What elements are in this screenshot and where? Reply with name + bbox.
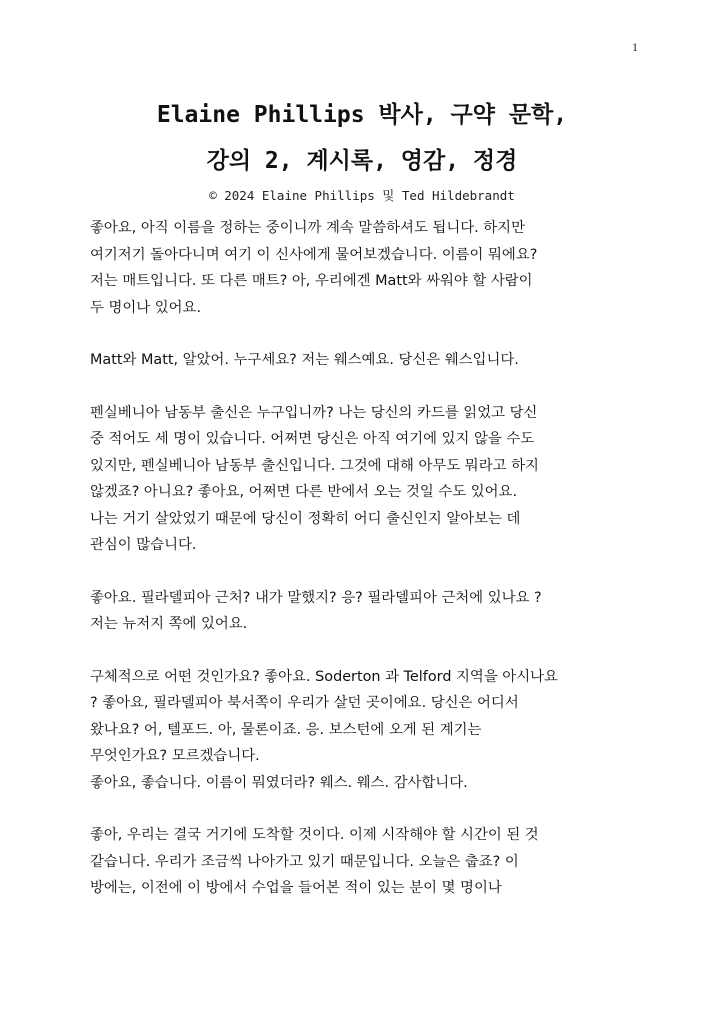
- text-line: 무엇인가요? 모르겠습니다.: [90, 748, 260, 764]
- text-line: 같습니다. 우리가 조금씩 나아가고 있기 때문입니다. 오늘은 춥죠? 이: [90, 853, 519, 870]
- text-line: 펜실베니아 남동부 출신은 누구입니까? 나는 당신의 카드를 읽었고 당신: [90, 404, 538, 421]
- text-line: 좋아, 우리는 결국 거기에 도착할 것이다. 이제 시작해야 할 시간이 된 것: [90, 827, 539, 843]
- text-line: 좋아요, 좋습니다. 이름이 뭐였더라? 웨스. 웨스. 감사합니다.: [90, 774, 468, 791]
- paragraph-1: [90, 215, 640, 321]
- document-body: [90, 215, 640, 902]
- text-line: 좋아요, 아직 이름을 정하는 중이니까 계속 말씀하셔도 됩니다. 하지만: [90, 220, 525, 236]
- text-line: 관심이 많습니다.: [90, 537, 197, 553]
- paragraph-2: [90, 347, 640, 374]
- paragraph-6: [90, 822, 640, 902]
- text-line: 중 적어도 세 명이 있습니다. 어쩌면 당신은 아직 여기에 있지 않을 수도: [90, 431, 535, 447]
- copyright-notice: © 2024 Elaine Phillips 및 Ted Hildebrandt: [209, 188, 515, 203]
- text-line: 여기저기 돌아다니며 여기 이 신사에게 물어보겠습니다. 이름이 뭐에요?: [90, 246, 538, 263]
- text-line: 있지만, 펜실베니아 남동부 출신입니다. 그것에 대해 아무도 뭐라고 하지: [90, 457, 539, 474]
- text-line: 나는 거기 살았었기 때문에 당신이 정확히 어디 출신인지 알아보는 데: [90, 510, 521, 527]
- paragraph-5: [90, 664, 640, 797]
- page-number: 1: [632, 40, 638, 54]
- document-title-line-1: Elaine Phillips 박사, 구약 문학,: [156, 102, 568, 128]
- text-line: 방에는, 이전에 이 방에서 수업을 들어본 적이 있는 분이 몇 명이나: [90, 880, 502, 896]
- text-line: 왔나요? 어, 텔포드. 아, 물론이죠. 응. 보스턴에 오게 된 계기는: [90, 721, 482, 738]
- text-line: 두 명이나 있어요.: [90, 299, 202, 316]
- text-line: 좋아요. 필라델피아 근처? 내가 말했지? 응? 필라델피아 근처에 있나요 ?: [90, 589, 542, 606]
- document-header: [0, 92, 724, 208]
- text-line: 저는 매트입니다. 또 다른 매트? 아, 우리에겐 Matt와 싸워야 할 사람이: [90, 273, 533, 289]
- paragraph-3: [90, 400, 640, 559]
- text-line: Matt와 Matt, 알았어. 누구세요? 저는 웨스예요. 당신은 웨스입니다.: [90, 352, 519, 368]
- text-line: 구체적으로 어떤 것인가요? 좋아요. Soderton 과 Telford 지역을 아시나요: [90, 668, 558, 685]
- text-line: ? 좋아요, 필라델피아 북서쪽이 우리가 살던 곳이에요. 당신은 어디서: [90, 695, 519, 711]
- paragraph-4: [90, 585, 640, 638]
- document-title-line-2: 강의 2, 계시록, 영감, 정경: [206, 148, 518, 174]
- text-line: 저는 뉴저지 쪽에 있어요.: [90, 616, 248, 632]
- text-line: 않겠죠? 아니요? 좋아요, 어쩌면 다른 반에서 오는 것일 수도 있어요.: [90, 484, 518, 500]
